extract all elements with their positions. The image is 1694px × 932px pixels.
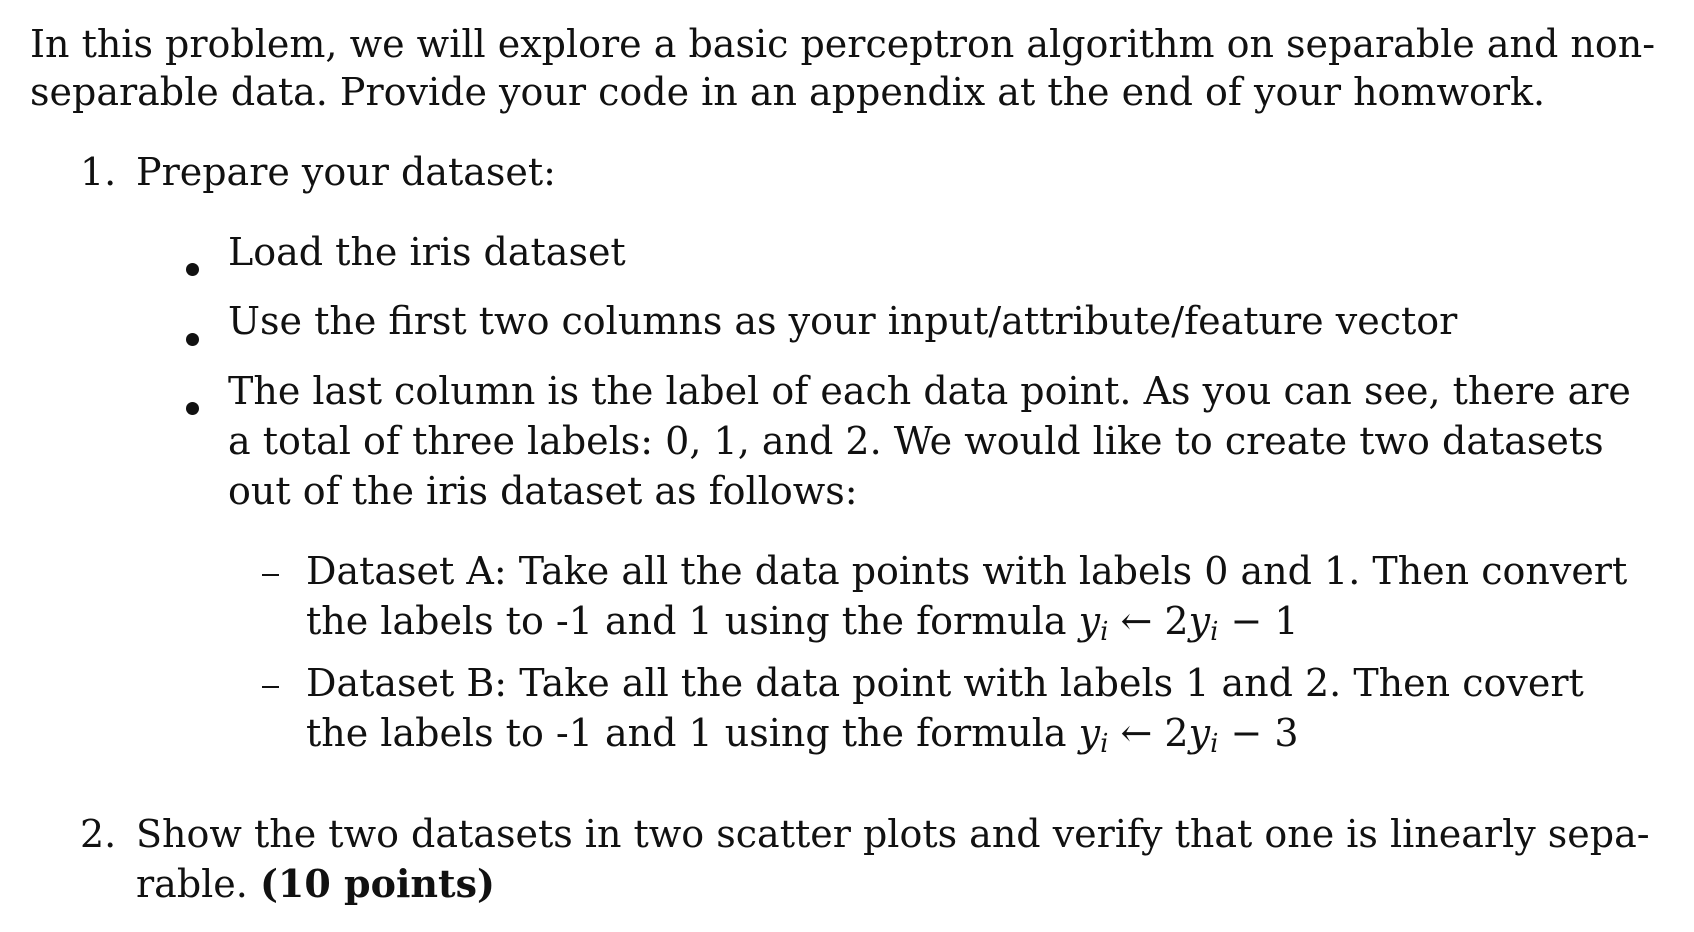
bullet-dot-1	[186, 263, 199, 276]
bullet-3-line-3: out of the iris dataset as follows:	[228, 469, 858, 513]
subitem-b-dash	[262, 686, 279, 688]
item-2-line-2-text: rable.	[136, 862, 260, 906]
subitem-b-line-1: Dataset B: Take all the data point with labels 1 and 2. Then covert	[306, 661, 1584, 705]
subitem-b-formula-sub: i	[1100, 729, 1109, 759]
item-2-line-1: Show the two datasets in two scatter plots and verify that one is linearly sepa-	[136, 812, 1650, 856]
subitem-b-line-2	[306, 709, 1299, 762]
subitem-b-formula-rhs: y	[1188, 711, 1211, 755]
bullet-1-text: Load the iris dataset	[228, 230, 626, 274]
subitem-a-formula-sub: i	[1100, 617, 1109, 647]
subitem-a-line-2-text: the labels to -1 and 1 using the formula	[306, 599, 1079, 643]
subitem-a-dash	[262, 574, 279, 576]
bullet-dot-2	[186, 333, 199, 346]
subitem-b-formula-lhs: y	[1078, 711, 1101, 755]
bullet-dot-3	[186, 402, 199, 415]
bullet-3-line-2: a total of three labels: 0, 1, and 2. We would like to create two datasets	[228, 419, 1604, 463]
item-1-title: Prepare your dataset:	[136, 150, 556, 194]
subitem-a-formula-rhs-sub: i	[1210, 617, 1219, 647]
subitem-b-formula-rhs-sub: i	[1210, 729, 1219, 759]
subitem-a-line-2	[306, 597, 1299, 650]
item-1-number: 1.	[80, 150, 117, 194]
subitem-a-formula-arrow: ← 2	[1108, 599, 1189, 643]
subitem-b-formula-arrow: ← 2	[1108, 711, 1189, 755]
subitem-a-formula-rhs: y	[1188, 599, 1211, 643]
bullet-3-line-1: The last column is the label of each data point. As you can see, there are	[228, 369, 1631, 413]
points-label: (10 points)	[259, 861, 495, 906]
item-2-line-2	[136, 860, 495, 908]
bullet-2-text: Use the first two columns as your input/attribute/feature vector	[228, 299, 1458, 343]
subitem-a-formula-lhs: y	[1078, 599, 1101, 643]
subitem-b-line-2-text: the labels to -1 and 1 using the formula	[306, 711, 1079, 755]
intro-line-1: In this problem, we will explore a basic perceptron algorithm on separable and non-	[30, 22, 1656, 66]
intro-line-2: separable data. Provide your code in an appendix at the end of your homwork.	[30, 70, 1546, 114]
subitem-a-formula-tail: − 1	[1218, 599, 1299, 643]
subitem-a-line-1: Dataset A: Take all the data points with labels 0 and 1. Then convert	[306, 549, 1628, 593]
item-2-number: 2.	[80, 812, 117, 856]
subitem-b-formula-tail: − 3	[1218, 711, 1299, 755]
